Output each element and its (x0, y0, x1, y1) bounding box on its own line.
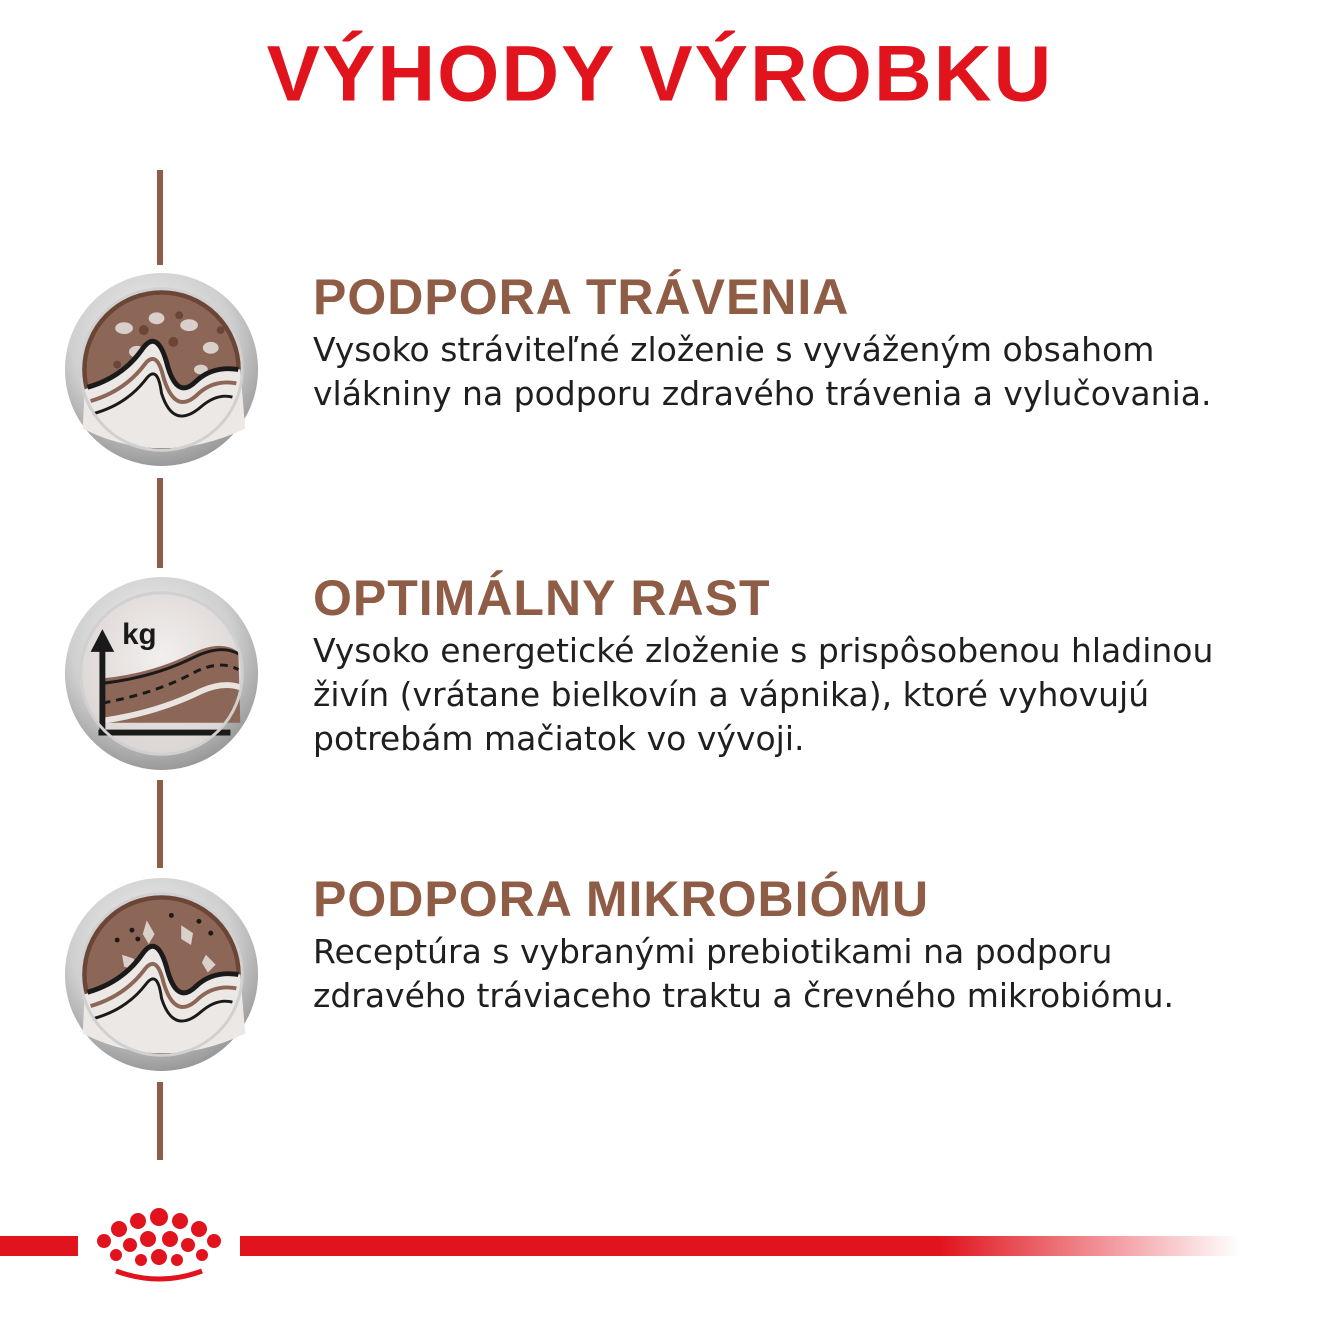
kg-label: kg (122, 617, 157, 651)
feature-line: vlákniny na podporu zdravého trávenia a vylučovania. (313, 374, 1212, 413)
feature-line: Vysoko energetické zloženie s prispôsobenou hladinou (313, 631, 1214, 670)
digestion-icon (63, 271, 260, 468)
feature-growth (313, 569, 1303, 761)
feature-title: PODPORA TRÁVENIA (313, 269, 850, 325)
page-title: VÝHODY VÝROBKU (266, 29, 1054, 118)
feature-title: OPTIMÁLNY RAST (313, 570, 771, 626)
feature-description (313, 930, 1303, 1018)
timeline-segment (157, 478, 163, 568)
feature-line: potrebám mačiatok vo vývoji. (313, 719, 805, 758)
feature-digestion (313, 268, 1303, 416)
microbiome-icon (63, 876, 260, 1073)
timeline-segment (157, 780, 163, 868)
footer-line-left (0, 1236, 78, 1256)
feature-line: Receptúra s vybranými prebiotikami na podporu (313, 932, 1113, 971)
timeline-segment (157, 170, 163, 265)
royal-canin-crown-icon (88, 1205, 230, 1287)
feature-line: Vysoko stráviteľné zloženie s vyváženým obsahom (313, 330, 1155, 369)
feature-description (313, 328, 1303, 416)
feature-line: živín (vrátane bielkovín a vápnika), ktoré vyhovujú (313, 675, 1150, 714)
feature-line: zdravého tráviaceho traktu a črevného mikrobiómu. (313, 976, 1175, 1015)
feature-microbiome (313, 870, 1303, 1018)
growth-kg-icon (63, 575, 260, 772)
timeline-segment (157, 1082, 163, 1160)
feature-description (313, 629, 1303, 761)
feature-title: PODPORA MIKROBIÓMU (313, 871, 930, 927)
footer-line-right (240, 1236, 1240, 1256)
